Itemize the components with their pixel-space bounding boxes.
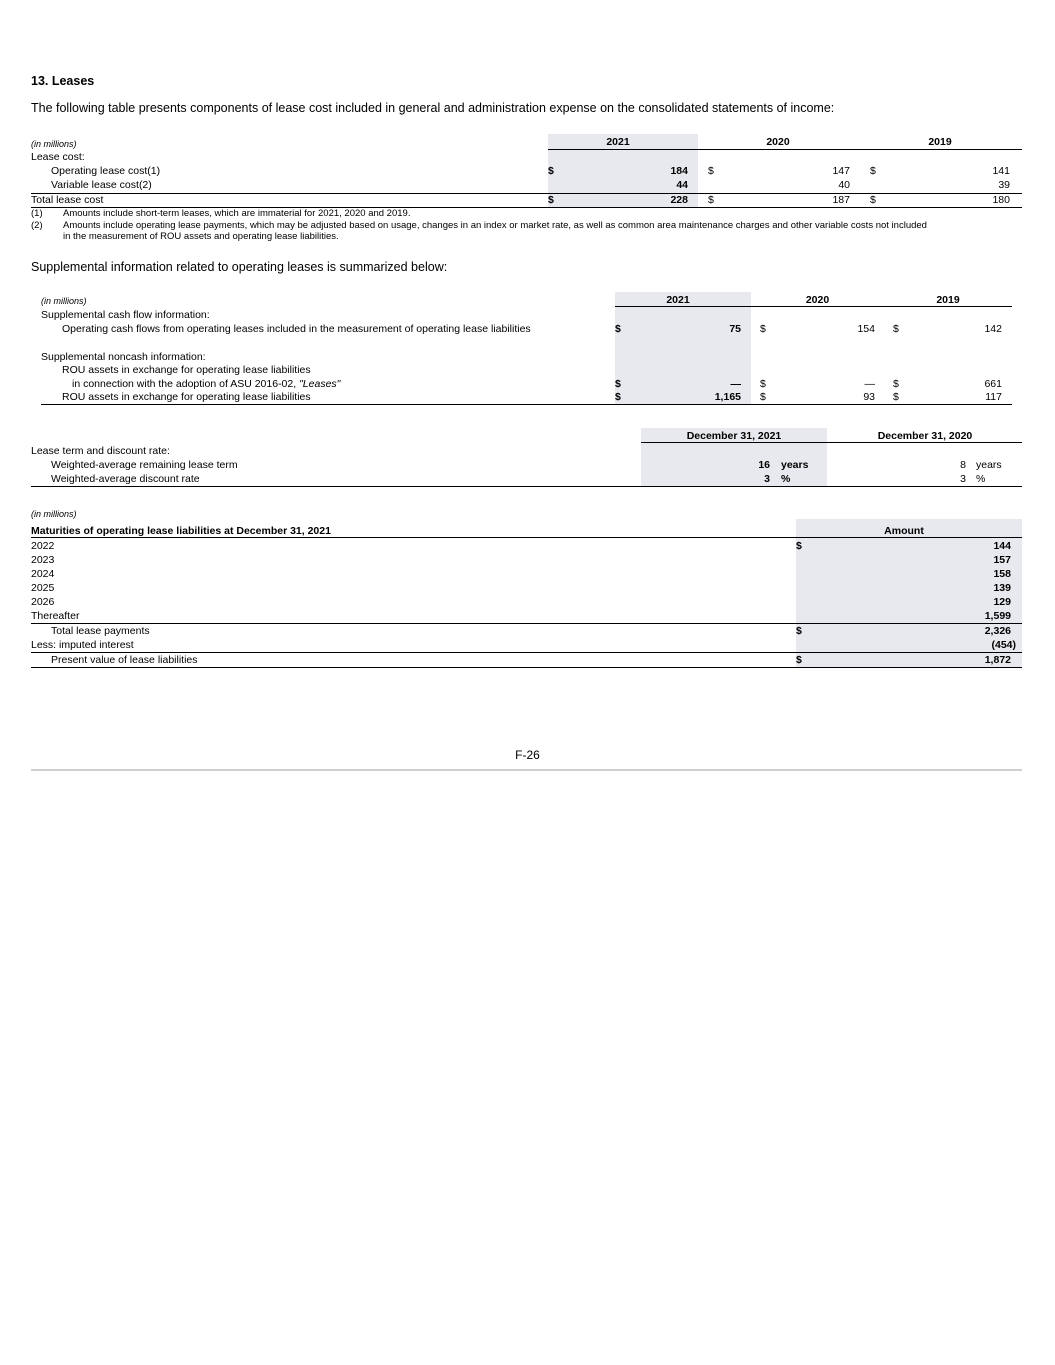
table-cell: 39 — [998, 179, 1010, 191]
table-cell: 93 — [863, 391, 875, 403]
currency-symbol: $ — [796, 654, 802, 666]
table-cell: 180 — [992, 194, 1010, 206]
footnote-text-continued: in the measurement of ROU assets and operating lease liabilities. — [63, 231, 339, 242]
table-cell: 44 — [676, 179, 688, 191]
units-label: (in millions) — [31, 139, 77, 149]
table-cell: 40 — [838, 179, 850, 191]
row-label-continued — [72, 378, 340, 390]
row-label: 2024 — [31, 568, 55, 580]
table-cell: 139 — [993, 582, 1011, 594]
col-header-2019: 2019 — [928, 136, 952, 148]
currency-symbol: $ — [893, 391, 899, 403]
supplemental-intro: Supplemental information related to operating leases is summarized below: — [31, 260, 448, 274]
row-label: Thereafter — [31, 610, 80, 622]
table-cell: 3 — [764, 473, 770, 485]
row-label: Less: imputed interest — [31, 639, 134, 651]
col-header-2021: 2021 — [666, 294, 690, 306]
units-label: (in millions) — [41, 296, 87, 306]
table-cell: 129 — [993, 596, 1011, 608]
footnote-text: Amounts include operating lease payments, which may be adjusted based on usage, changes in an index or market rate, as well as common area maintenance charges and other variable costs not included — [63, 220, 927, 231]
header-rule — [615, 306, 1012, 307]
footnote-mark: (2) — [31, 220, 43, 231]
subtotal-rule — [31, 652, 1022, 653]
col-header-dec-2021: December 31, 2021 — [686, 430, 782, 442]
total-rule — [31, 486, 1022, 487]
currency-symbol: $ — [615, 391, 621, 403]
currency-symbol: $ — [548, 165, 554, 177]
currency-symbol: $ — [760, 391, 766, 403]
table-cell: 16 — [758, 459, 770, 471]
row-label: 2025 — [31, 582, 55, 594]
row-label: Total lease payments — [51, 625, 150, 637]
table-cell: 117 — [985, 391, 1002, 403]
currency-symbol: $ — [796, 540, 802, 552]
currency-symbol: $ — [548, 194, 554, 206]
col-header-2021: 2021 — [606, 136, 630, 148]
total-label: Total lease cost — [31, 194, 104, 206]
row-label: 2022 — [31, 540, 55, 552]
currency-symbol: $ — [870, 194, 876, 206]
total-rule — [31, 667, 1022, 668]
table-cell: — — [730, 378, 741, 390]
row-label-text: in connection with the adoption of ASU 2016-02, — [72, 378, 300, 390]
group-label: Lease term and discount rate: — [31, 445, 170, 457]
group-label: Supplemental cash flow information: — [41, 309, 210, 321]
unit-label: % — [976, 473, 986, 485]
table-cell: 661 — [984, 378, 1002, 390]
col-header-2020: 2020 — [805, 294, 830, 306]
intro-text: The following table presents components of lease cost included in general and administration expense on the consolidated statements of income: — [31, 101, 835, 115]
unit-label: % — [781, 473, 791, 485]
table-cell: 228 — [670, 194, 688, 206]
row-label: ROU assets in exchange for operating lease liabilities — [62, 391, 311, 403]
col-header-2019: 2019 — [936, 294, 960, 306]
row-label: 2023 — [31, 554, 55, 566]
table-cell: 1,165 — [714, 391, 741, 403]
col-header-dec-2020: December 31, 2020 — [877, 430, 973, 442]
currency-symbol: $ — [760, 323, 766, 335]
table-cell: 75 — [729, 323, 741, 335]
header-rule — [31, 537, 1022, 538]
table-cell: 1,599 — [984, 610, 1011, 622]
table-title: Maturities of operating lease liabilities at December 31, 2021 — [31, 525, 331, 537]
table-cell: — — [864, 378, 875, 390]
row-label: 2026 — [31, 596, 55, 608]
currency-symbol: $ — [870, 165, 876, 177]
footnote-mark: (1) — [31, 208, 43, 219]
table-cell: 187 — [832, 194, 850, 206]
currency-symbol: $ — [708, 194, 714, 206]
currency-symbol: $ — [893, 378, 899, 390]
table-cell: 154 — [857, 323, 875, 335]
unit-label: years — [781, 459, 809, 471]
currency-symbol: $ — [796, 625, 802, 637]
page-bottom-rule — [31, 769, 1022, 771]
table-cell: 1,872 — [984, 654, 1011, 666]
group-label: Supplemental noncash information: — [41, 351, 206, 363]
table-cell: 141 — [992, 165, 1010, 177]
table-cell: 184 — [670, 165, 688, 177]
currency-symbol: $ — [893, 323, 899, 335]
total-rule — [41, 404, 1012, 405]
table-cell: 147 — [832, 165, 850, 177]
col-header-amount: Amount — [884, 525, 924, 537]
header-rule — [641, 442, 1022, 443]
page-number: F-26 — [515, 748, 540, 762]
currency-symbol: $ — [615, 323, 621, 335]
row-label: Variable lease cost(2) — [51, 179, 152, 191]
row-label-italic: "Leases" — [299, 378, 341, 390]
row-label: Operating cash flows from operating leases included in the measurement of operating lease liabilities — [62, 323, 531, 335]
subtotal-rule — [31, 623, 1022, 624]
table-cell: 144 — [993, 540, 1011, 552]
table-cell: 142 — [984, 323, 1002, 335]
row-label: Operating lease cost(1) — [51, 165, 161, 177]
row-label: Present value of lease liabilities — [51, 654, 198, 666]
table-cell: 2,326 — [984, 625, 1011, 637]
currency-symbol: $ — [708, 165, 714, 177]
table-cell: 3 — [960, 473, 966, 485]
table-cell: 8 — [960, 459, 966, 471]
unit-label: years — [976, 459, 1002, 471]
currency-symbol: $ — [760, 378, 766, 390]
header-rule — [548, 149, 1022, 150]
footnote-text: Amounts include short-term leases, which are immaterial for 2021, 2020 and 2019. — [63, 208, 411, 219]
row-label: Weighted-average remaining lease term — [51, 459, 238, 471]
section-title: 13. Leases — [31, 74, 95, 88]
units-label: (in millions) — [31, 509, 77, 519]
col-header-2020: 2020 — [766, 136, 790, 148]
row-label: Weighted-average discount rate — [51, 473, 200, 485]
table-cell: 158 — [993, 568, 1011, 580]
table-cell: (454) — [991, 639, 1016, 651]
group-label: Lease cost: — [31, 151, 85, 163]
currency-symbol: $ — [615, 378, 621, 390]
row-label: ROU assets in exchange for operating lease liabilities — [62, 364, 311, 376]
table-cell: 157 — [993, 554, 1011, 566]
